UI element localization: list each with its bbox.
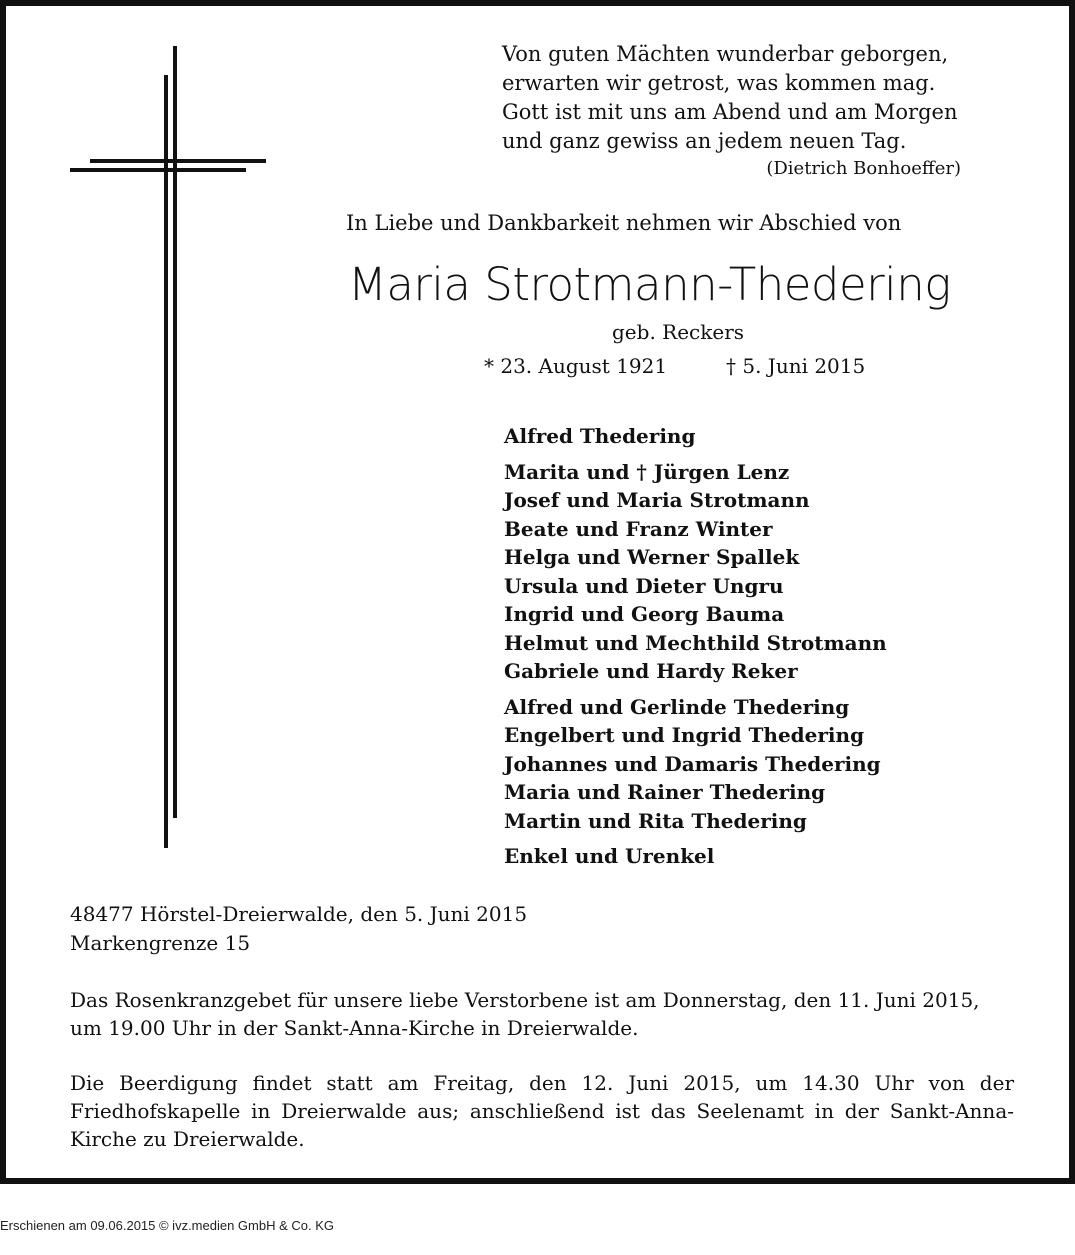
mourners-list (504, 422, 887, 878)
place-and-date: 48477 Hörstel-Dreierwalde, den 5. Juni 2015 (70, 902, 528, 926)
poem-line: erwarten wir getrost, was kommen mag. (502, 71, 936, 95)
mourner-group (504, 458, 887, 686)
mourner-name: Alfred und Gerlinde Thedering (504, 694, 850, 719)
mourner-name: Alfred Thedering (504, 424, 696, 448)
mourner-name: Helmut und Mechthild Strotmann (504, 630, 887, 655)
mourner-name: Ingrid und Georg Bauma (504, 602, 785, 626)
funeral-notice: Die Beerdigung findet statt am Freitag, den 12. Juni 2015, um 14.30 Uhr von der Friedhofskapelle in Dreierwalde aus; anschließend ist das Seelenamt in der Sankt-Anna-Kirche zu Dreierwalde. (70, 1071, 1014, 1151)
mourner-name: Marita und † Jürgen Lenz (504, 459, 790, 484)
mourner-name: Enkel und Urenkel (504, 844, 715, 868)
rosary-notice: Das Rosenkranzgebet für unsere liebe Verstorbene ist am Donnerstag, den 11. Juni 2015, um 19.00 Uhr in der Sankt-Anna-Kirche in Dreierwalde. (70, 988, 980, 1040)
mourner-name: Helga und Werner Spallek (504, 545, 800, 569)
street-address: Markengrenze 15 (70, 931, 251, 955)
poem-line: Von guten Mächten wunderbar geborgen, (502, 42, 949, 66)
publication-footer: Erschienen am 09.06.2015 © ivz.medien GmbH & Co. KG (0, 1218, 335, 1233)
poem (502, 40, 957, 156)
mourner-name: Gabriele und Hardy Reker (504, 659, 798, 683)
death-date: † 5. Juni 2015 (726, 354, 866, 378)
mourner-name: Ursula und Dieter Ungru (504, 573, 784, 598)
address-block (70, 900, 527, 958)
mourner-name: Engelbert und Ingrid Thedering (504, 723, 865, 747)
mourner-group (504, 422, 887, 451)
intro-text: In Liebe und Dankbarkeit nehmen wir Abschied von (346, 211, 902, 235)
maiden-name: geb. Reckers (612, 320, 745, 344)
mourner-name: Maria und Rainer Thedering (504, 780, 826, 804)
deceased-name: Maria Strotmann-Thedering (348, 258, 951, 311)
poem-line: Gott ist mit uns am Abend und am Morgen (502, 100, 958, 124)
mourner-group (504, 693, 887, 836)
mourner-name: Johannes und Damaris Thedering (504, 751, 881, 776)
mourner-name: Martin und Rita Thedering (504, 808, 807, 833)
birth-date: * 23. August 1921 (484, 354, 668, 378)
mourner-name: Josef und Maria Strotmann (504, 488, 810, 512)
poem-line: und ganz gewiss an jedem neuen Tag. (502, 129, 907, 153)
mourner-name: Beate und Franz Winter (504, 516, 773, 541)
mourner-group (504, 842, 887, 871)
poem-author: (Dietrich Bonhoeffer) (766, 158, 961, 179)
